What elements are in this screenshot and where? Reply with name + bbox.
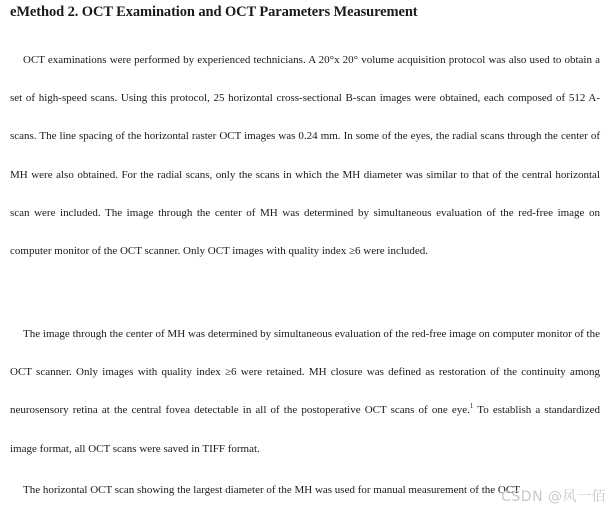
reference-superscript: 1: [469, 402, 474, 411]
paragraph-mh-closure-tail: To establish a standardized image format, all OCT scans were saved in TIFF format.: [10, 404, 600, 455]
section-heading: eMethod 2. OCT Examination and OCT Parameters Measurement: [10, 4, 418, 20]
paragraph-manual-measurement: The horizontal OCT scan showing the largest diameter of the MH was used for manual measurement of the OCT: [23, 484, 520, 496]
paragraph-oct-examination: OCT examinations were performed by experienced technicians. A 20°x 20° volume acquisition protocol was also used to obtain a set of high-speed scans. Using this protocol, 25 horizontal cross-sectional B-scan images were obtained, each composed of 512 A-scans. The line spacing of the horizontal raster OCT images was 0.24 mm. In some of the eyes, the radial scans through the center of MH were also obtained. For the radial scans, only the scans in which the MH diameter was similar to that of the central horizontal scan were included. The image through the center of MH was determined by simultaneous evaluation of the red-free image on computer monitor of the OCT scanner. Only OCT images with quality index ≥6 were included.: [10, 54, 600, 258]
paragraph-mh-closure: [10, 315, 600, 468]
paragraph-mh-closure-text: The image through the center of MH was determined by simultaneous evaluation of the red-free image on computer monitor of the OCT scanner. Only images with quality index ≥6 were retained. MH closure was defined as restoration of the continuity among neurosensory retina at the central fovea detectable in all of the postoperative OCT scans of one eye.: [10, 328, 600, 417]
source-watermark: CSDN @风一佰: [501, 489, 606, 505]
